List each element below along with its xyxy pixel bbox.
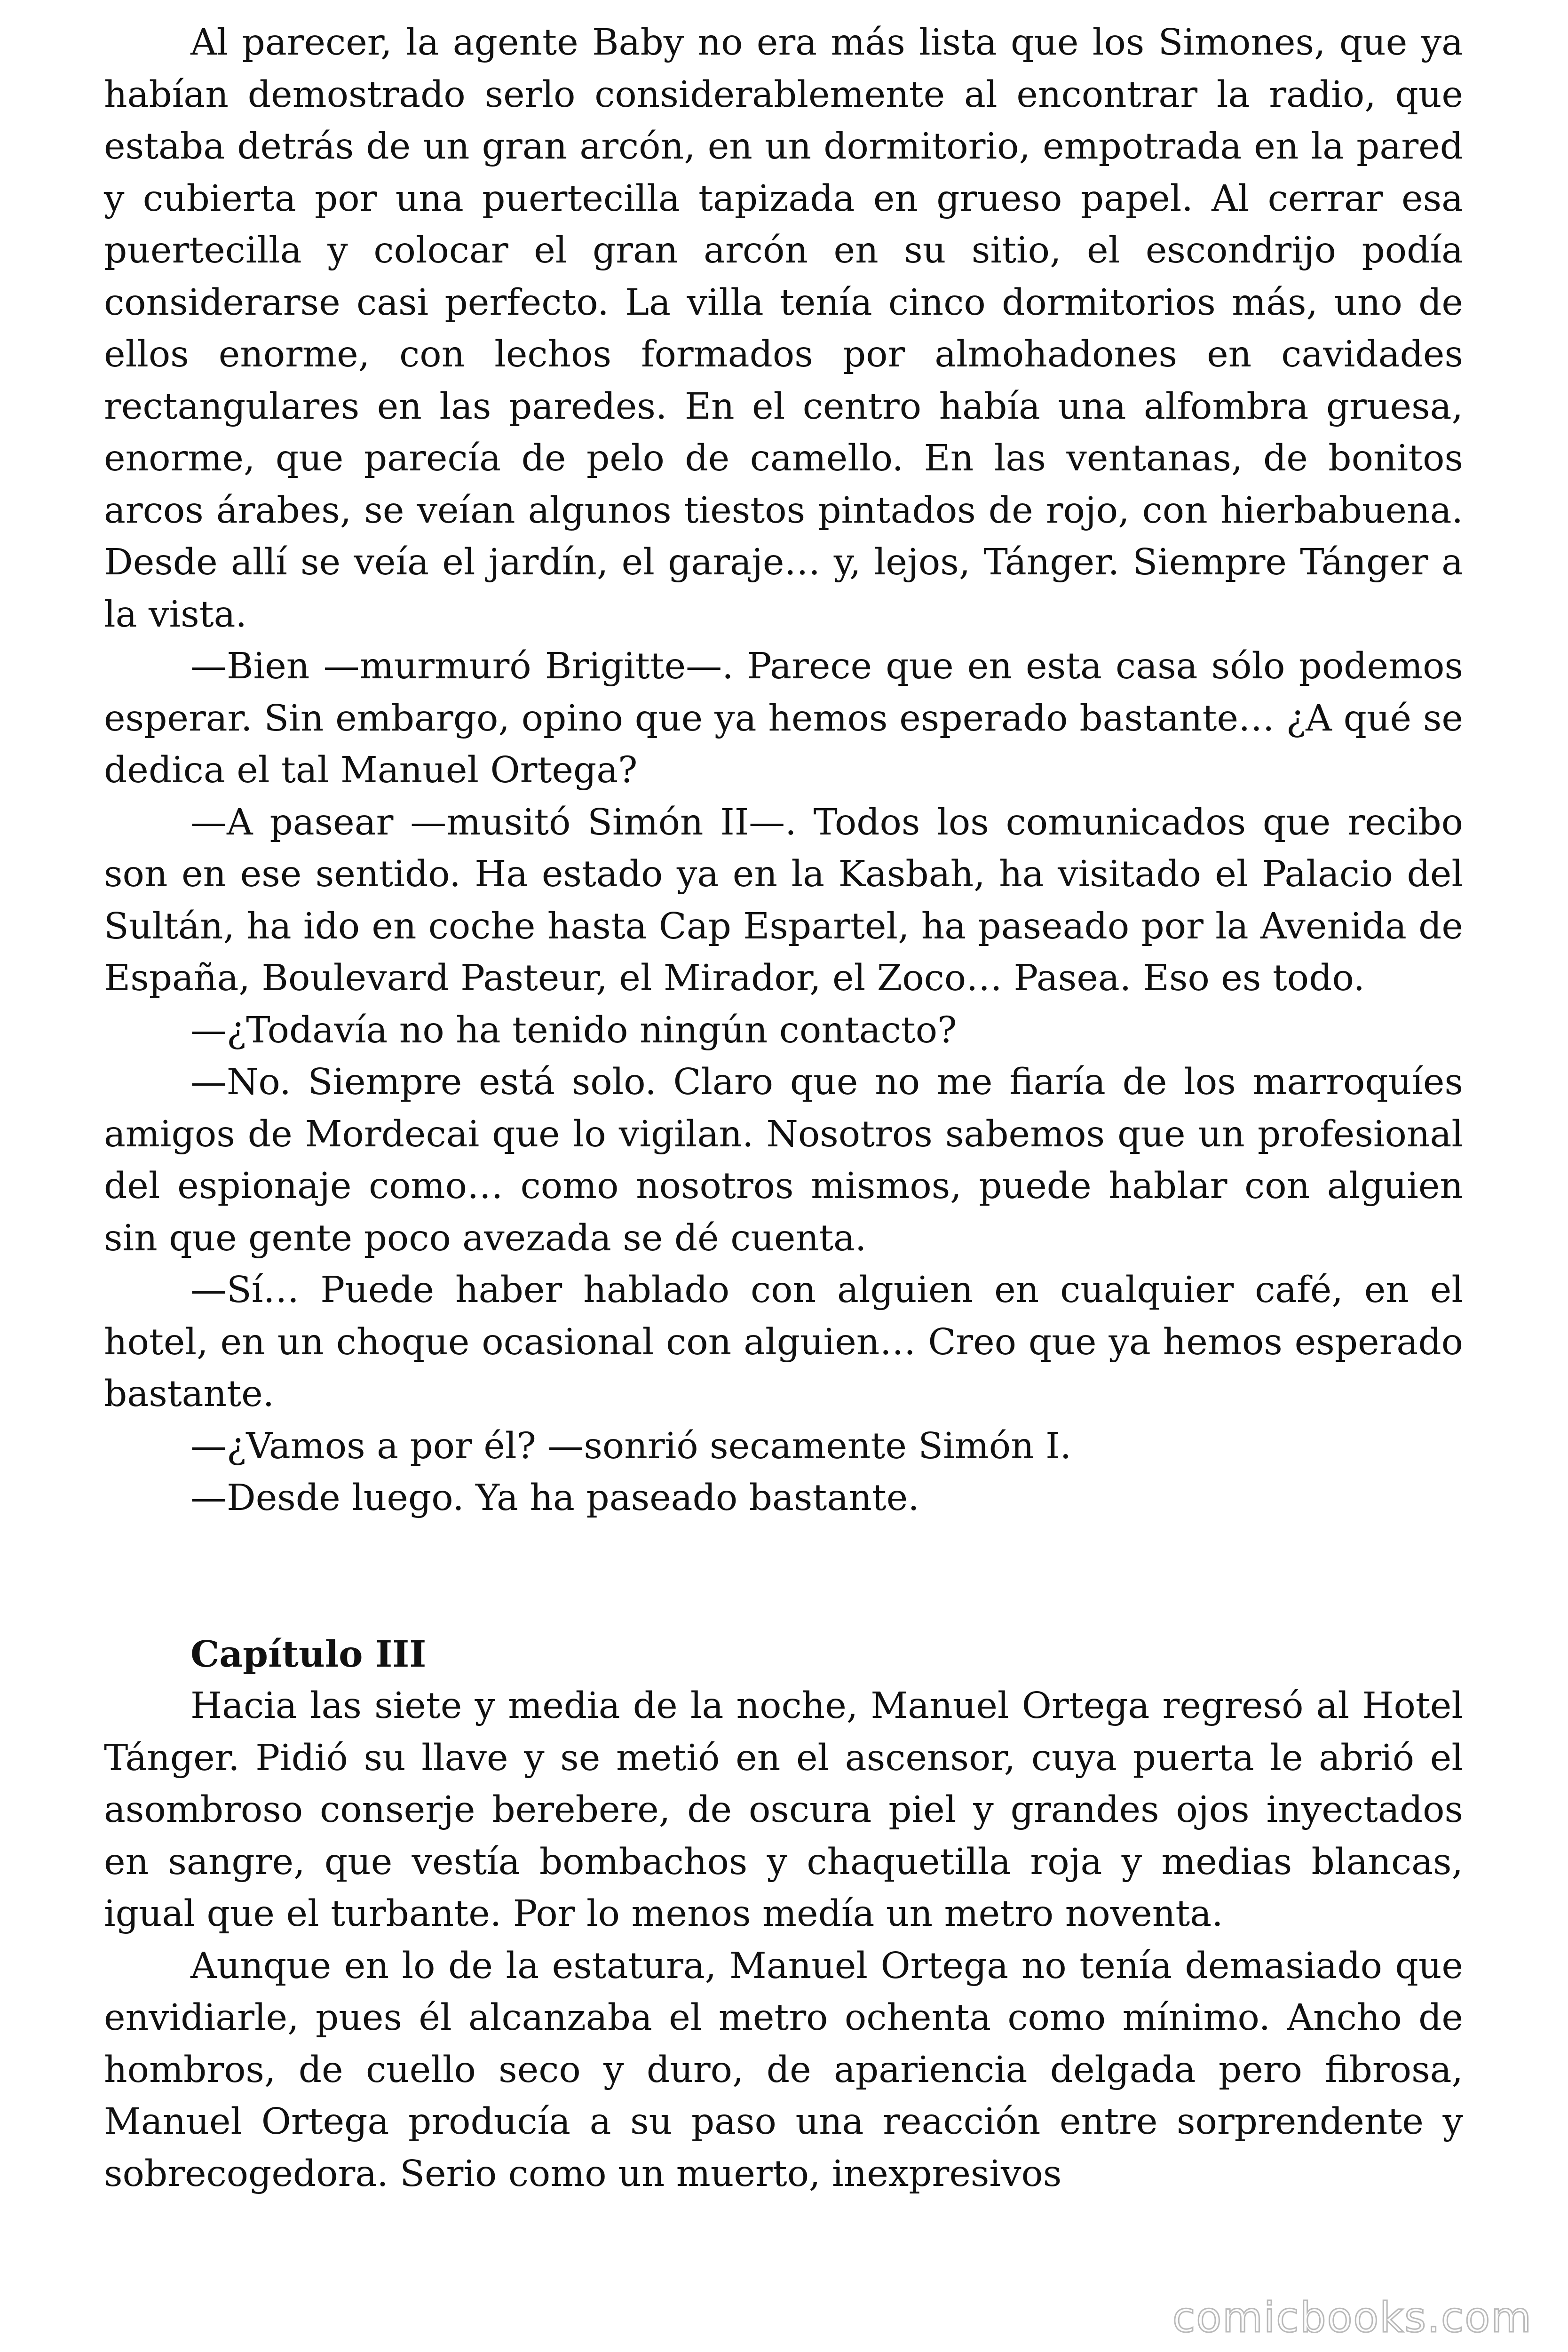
paragraph: —Desde luego. Ya ha paseado bastante.	[190, 1477, 919, 1519]
book-page	[104, 17, 1463, 2200]
paragraph: —¿Vamos a por él? —sonrió secamente Simón I.	[190, 1425, 1072, 1467]
section-break	[104, 1525, 1463, 1629]
paragraph: —Sí… Puede haber hablado con alguien en cualquier café, en el hotel, en un choque ocasional con alguien… Creo que ya hemos esperado bastante.	[104, 1269, 1463, 1415]
paragraph: —¿Todavía no ha tenido ningún contacto?	[190, 1009, 957, 1051]
paragraph: —A pasear —musitó Simón II—. Todos los comunicados que recibo son en ese sentido. Ha estado ya en la Kasbah, ha visitado el Palacio del Sultán, ha ido en coche hasta Cap Espartel, ha paseado por la Avenida de España, Boulevard Pasteur, el Mirador, el Zoco… Pasea. Eso es todo.	[104, 801, 1463, 999]
watermark-logo: comicbooks.com	[1172, 2293, 1532, 2342]
paragraph: Al parecer, la agente Baby no era más lista que los Simones, que ya habían demostrado serlo considerablemente al encontrar la radio, que estaba detrás de un gran arcón, en un dormitorio, empotrada en la pared y cubierta por una puertecilla tapizada en grueso papel. Al cerrar esa puertecilla y colocar el gran arcón en su sitio, el escondrijo podía considerarse casi perfecto. La villa tenía cinco dormitorios más, uno de ellos enorme, con lechos formados por almohadones en cavidades rectangulares en las paredes. En el centro había una alfombra gruesa, enorme, que parecía de pelo de camello. En las ventanas, de bonitos arcos árabes, se veían algunos tiestos pintados de rojo, con hierbabuena. Desde allí se veía el jardín, el garaje… y, lejos, Tánger. Siempre Tánger a la vista.	[104, 22, 1463, 636]
chapter-title: Capítulo III	[190, 1633, 427, 1676]
paragraph: Hacia las siete y media de la noche, Manuel Ortega regresó al Hotel Tánger. Pidió su llave y se metió en el ascensor, cuya puerta le abrió el asombroso conserje berebere, de oscura piel y grandes ojos inyectados en sangre, que vestía bombachos y chaquetilla roja y medias blancas, igual que el turbante. Por lo menos medía un metro noventa.	[104, 1685, 1463, 1935]
paragraph: —No. Siempre está solo. Claro que no me fiaría de los marroquíes amigos de Mordecai que lo vigilan. Nosotros sabemos que un profesional del espionaje como… como nosotros mismos, puede hablar con alguien sin que gente poco avezada se dé cuenta.	[104, 1061, 1463, 1259]
paragraph: Aunque en lo de la estatura, Manuel Ortega no tenía demasiado que envidiarle, pues él alcanzaba el metro ochenta como mínimo. Ancho de hombros, de cuello seco y duro, de apariencia delgada pero fibrosa, Manuel Ortega producía a su paso una reacción entre sorprendente y sobrecogedora. Serio como un muerto, inexpresivos	[104, 1945, 1463, 2195]
paragraph: —Bien —murmuró Brigitte—. Parece que en esta casa sólo podemos esperar. Sin embargo, opino que ya hemos esperado bastante… ¿A qué se dedica el tal Manuel Ortega?	[104, 645, 1463, 791]
